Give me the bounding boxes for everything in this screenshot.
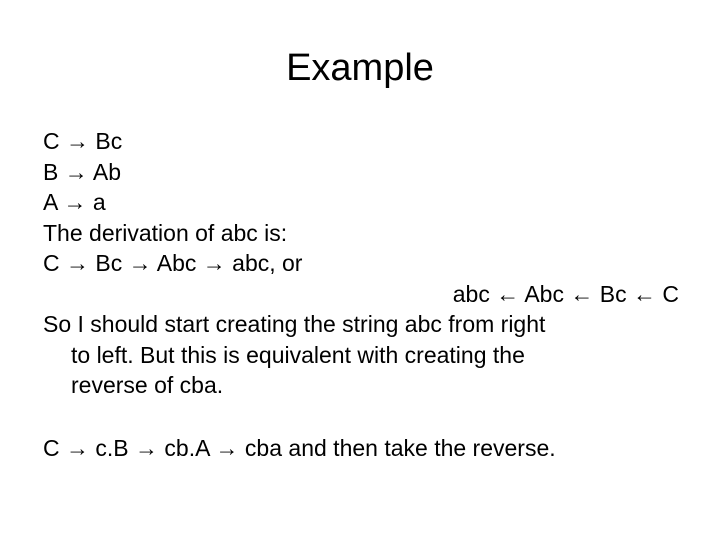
grammar-rule-a: A → a (43, 189, 106, 215)
explanation-line-3: reverse of cba. (71, 372, 224, 398)
slide-body (43, 126, 693, 463)
derivation-forward: C → Bc → Abc → abc, or (43, 250, 303, 276)
slide-title: Example (286, 47, 434, 89)
conclusion-line: C → c.B → cb.A → cba and then take the reverse. (43, 434, 556, 461)
explanation-line-1: So I should start creating the string abc from right (43, 311, 546, 337)
explanation-line-2: to left. But this is equivalent with creating the (71, 341, 525, 368)
spacer (43, 401, 693, 433)
derivation-backward: abc ← Abc ← Bc ← C (452, 280, 679, 307)
grammar-rule-b: B → Ab (43, 158, 121, 185)
derivation-intro: The derivation of abc is: (43, 219, 288, 246)
explanation-paragraph (43, 309, 693, 401)
grammar-rule-c: C → Bc (43, 128, 123, 154)
